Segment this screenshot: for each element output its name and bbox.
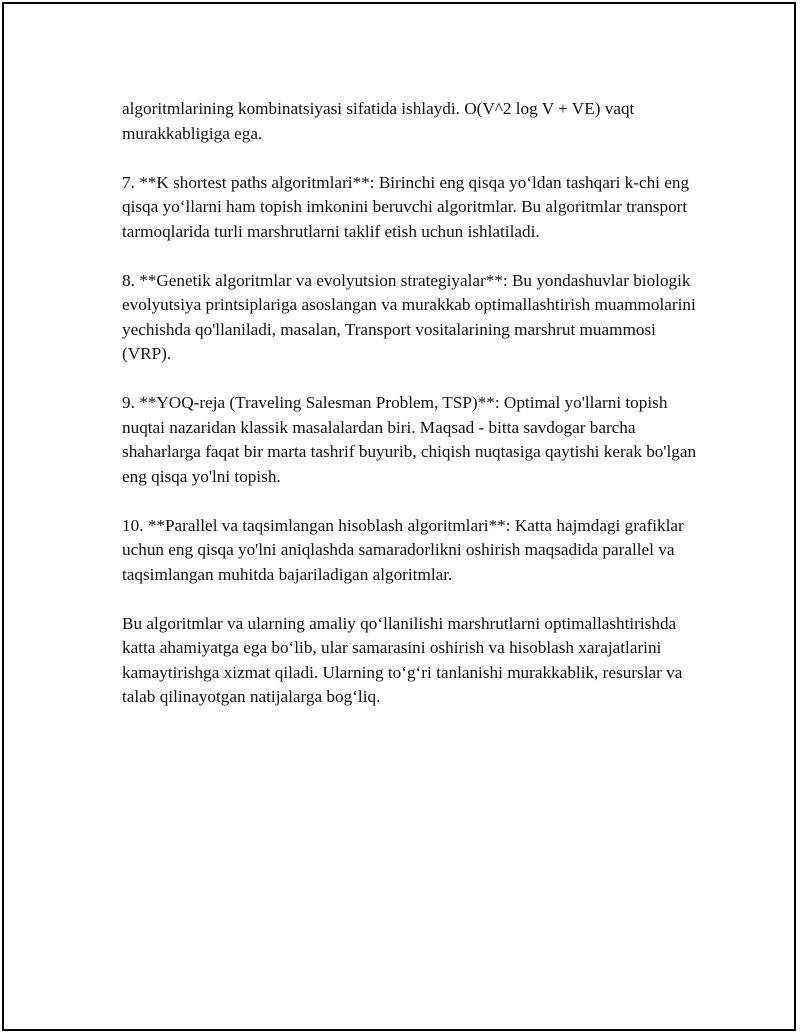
paragraph-item-9: 9. **YOQ-reja (Traveling Salesman Problem, TSP)**: Optimal yo'llarni topish nuqtai nazaridan klassik masalalardan biri. Maqsad - bitta savdogar barcha shaharlarga faqat bir marta tashrif buyurib, chiqish nuqtasiga qaytishi kerak bo'lgan eng qisqa yo'lni topish. [122,393,697,486]
page-frame [2,2,796,1031]
paragraph-continuation: algoritmlarining kombinatsiyasi sifatida ishlaydi. O(V^2 log V + VE) vaqt murakkabligiga ega. [122,99,635,143]
paragraph-item-7: 7. **K shortest paths algoritmlari**: Birinchi eng qisqa yo‘ldan tashqari k-chi eng qisqa yo‘llarni ham topish imkonini beruvchi algoritmlar. Bu algoritmlar transport tarmoqlarida turli marshrutlarni taklif etish uchun ishlatiladi. [122,172,690,241]
document-body [122,97,702,734]
paragraph-item-8: 8. **Genetik algoritmlar va evolyutsion strategiyalar**: Bu yondashuvlar biologik evolyutsiya printsiplariga asoslangan va murakkab optimallashtirish muammolarini yechishda qo'llaniladi, masalan, Transport vositalarining marshrut muammosi (VRP). [122,270,696,363]
paragraph-item-10: 10. **Parallel va taqsimlangan hisoblash algoritmlari**: Katta hajmdagi grafiklar uchun eng qisqa yo'lni aniqlashda samaradorlikni oshirish maqsadida parallel va taqsimlangan muhitda bajariladigan algoritmlar. [122,515,684,584]
paragraph-conclusion: Bu algoritmlar va ularning amaliy qo‘llanilishi marshrutlarni optimallashtirishda katta ahamiyatga ega bo‘lib, ular samarasini oshirish va hisoblash xarajatlarini kamaytirishga xizmat qiladi. Ularning to‘g‘ri tanlanishi murakkablik, resurslar va talab qilinayotgan natijalarga bog‘liq. [122,613,683,706]
